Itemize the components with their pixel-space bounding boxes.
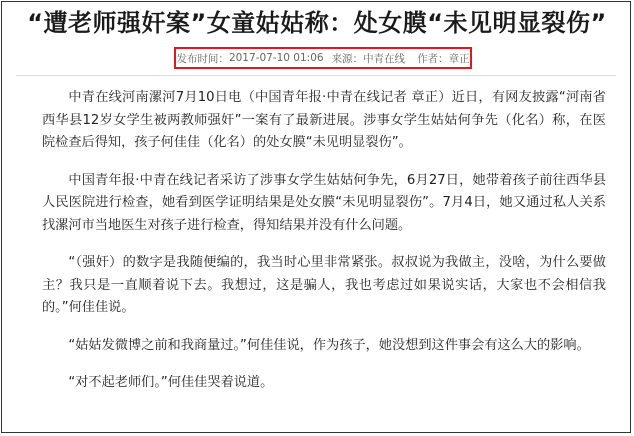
article-paragraph: “姑姑发微博之前和我商量过。”何佳佳说，作为孩子，她没想到这件事会有这么大的影响。 (68, 337, 590, 353)
published-value: 2017-07-10 01:06 (228, 52, 324, 64)
article-paragraph: 中青在线河南漯河7月10日电（中国青年报·中青在线记者 章正）近日，有网友披露“河南省西华县12岁女学生被两教师强奸”一案有了最新进展。涉事女学生姑姑何争先（化名）称，在医院检查后得知，孩子何佳佳（化名）的处女膜“未见明显裂伤”。 (42, 90, 606, 150)
article-paragraph: “对不起老师们。”何佳佳哭着说道。 (68, 375, 274, 390)
author-value: 章正 (448, 52, 470, 65)
article-paragraph: 中国青年报·中青在线记者采访了涉事女学生姑姑何争先，6月27日，她带着孩子前往西华县人民医院进行检查，她看到医学证明结果是处女膜“未见明显裂伤”。7月4日，她又通过私人关系找漯河市当地医生对孩子进行检查，得知结果并没有什么问题。 (42, 172, 606, 233)
author-label: 作者： (417, 52, 449, 65)
article-frame (1, 1, 631, 433)
article-title: “遭老师强奸案”女童姑姑称：处女膜“未见明显裂伤” (27, 9, 607, 37)
article-paragraph: “（强奸）的数字是我随便编的，我当时心里非常紧张。叔叔说为我做主，没啥，为什么要做主？我只是一直顺着说下去。我想过，这是骗人，我也考虑过如果说实话，大家也不会相信我的。”何佳佳说。 (42, 255, 606, 315)
article-body (42, 87, 606, 410)
source-label: 来源： (331, 52, 364, 65)
article-meta-box (174, 47, 472, 69)
source-value: 中青在线 (363, 52, 406, 65)
published-label: 发布时间： (176, 52, 229, 65)
title-divider (16, 75, 616, 76)
